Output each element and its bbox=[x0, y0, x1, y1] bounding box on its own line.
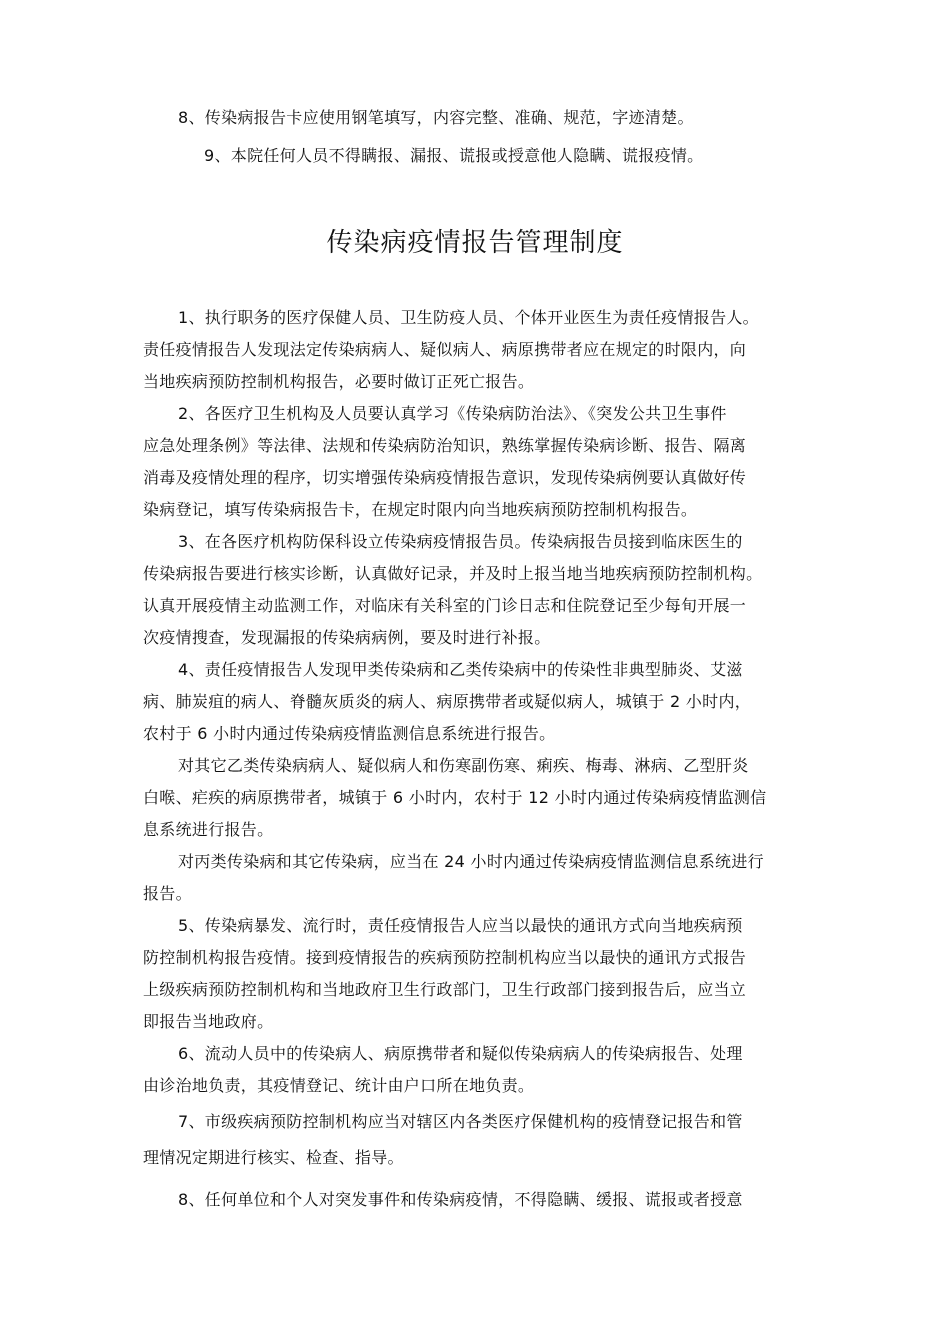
paragraph-line: 由诊治地负责，其疫情登记、统计由户口所在地负责。 bbox=[143, 1076, 535, 1095]
page-title: 传染病疫情报告管理制度 bbox=[326, 228, 624, 258]
paragraph-line: 对丙类传染病和其它传染病，应当在 24 小时内通过传染病疫情监测信息系统进行 bbox=[178, 852, 764, 871]
paragraph-line: 上级疾病预防控制机构和当地政府卫生行政部门，卫生行政部门接到报告后，应当立 bbox=[143, 980, 747, 999]
paragraph-line: 传染病报告要进行核实诊断，认真做好记录，并及时上报当地当地疾病预防控制机构。 bbox=[143, 564, 763, 583]
paragraph-line: 农村于 6 小时内通过传染病疫情监测信息系统进行报告。 bbox=[143, 724, 556, 743]
top-item-8: 8、传染病报告卡应使用钢笔填写，内容完整、准确、规范，字迹清楚。 bbox=[178, 108, 694, 127]
paragraph-line: 7、市级疾病预防控制机构应当对辖区内各类医疗保健机构的疫情登记报告和管 bbox=[178, 1112, 743, 1131]
paragraph-line: 应急处理条例》等法律、法规和传染病防治知识，熟练掌握传染病诊断、报告、隔离 bbox=[143, 436, 747, 455]
paragraph-line: 消毒及疫情处理的程序，切实增强传染病疫情报告意识，发现传染病例要认真做好传 bbox=[143, 468, 747, 487]
paragraph-line: 即报告当地政府。 bbox=[143, 1012, 274, 1031]
top-item-9: 9、本院任何人员不得瞒报、漏报、谎报或授意他人隐瞒、谎报疫情。 bbox=[204, 146, 704, 165]
paragraph-line: 报告。 bbox=[143, 884, 192, 903]
paragraph-line: 6、流动人员中的传染病人、病原携带者和疑似传染病病人的传染病报告、处理 bbox=[178, 1044, 743, 1063]
paragraph-line: 3、在各医疗机构防保科设立传染病疫情报告员。传染病报告员接到临床医生的 bbox=[178, 532, 743, 551]
paragraph-line: 白喉、疟疾的病原携带者，城镇于 6 小时内，农村于 12 小时内通过传染病疫情监测信 bbox=[143, 788, 767, 807]
paragraph-line: 防控制机构报告疫情。接到疫情报告的疾病预防控制机构应当以最快的通讯方式报告 bbox=[143, 948, 747, 967]
paragraph-line: 5、传染病暴发、流行时，责任疫情报告人应当以最快的通讯方式向当地疾病预 bbox=[178, 916, 743, 935]
paragraph-line: 当地疾病预防控制机构报告，必要时做订正死亡报告。 bbox=[143, 372, 535, 391]
paragraph-line: 认真开展疫情主动监测工作，对临床有关科室的门诊日志和住院登记至少每旬开展一 bbox=[143, 596, 747, 615]
paragraph-line: 理情况定期进行核实、检查、指导。 bbox=[143, 1148, 404, 1167]
paragraph-line: 次疫情搜查，发现漏报的传染病病例，要及时进行补报。 bbox=[143, 628, 551, 647]
paragraph-line: 对其它乙类传染病病人、疑似病人和伤寒副伤寒、痢疾、梅毒、淋病、乙型肝炎 bbox=[178, 756, 749, 775]
paragraph-line: 病、肺炭疽的病人、脊髓灰质炎的病人、病原携带者或疑似病人，城镇于 2 小时内， bbox=[143, 692, 752, 711]
paragraph-line: 8、任何单位和个人对突发事件和传染病疫情，不得隐瞒、缓报、谎报或者授意 bbox=[178, 1190, 743, 1209]
paragraph-line: 2、各医疗卫生机构及人员要认真学习《传染病防治法》、《突发公共卫生事件 bbox=[178, 404, 727, 423]
paragraph-line: 1、执行职务的医疗保健人员、卫生防疫人员、个体开业医生为责任疫情报告人。 bbox=[178, 308, 759, 327]
paragraph-line: 4、责任疫情报告人发现甲类传染病和乙类传染病中的传染性非典型肺炎、艾滋 bbox=[178, 660, 743, 679]
paragraph-line: 责任疫情报告人发现法定传染病病人、疑似病人、病原携带者应在规定的时限内，向 bbox=[143, 340, 747, 359]
paragraph-line: 染病登记，填写传染病报告卡，在规定时限内向当地疾病预防控制机构报告。 bbox=[143, 500, 698, 519]
paragraph-line: 息系统进行报告。 bbox=[143, 820, 274, 839]
